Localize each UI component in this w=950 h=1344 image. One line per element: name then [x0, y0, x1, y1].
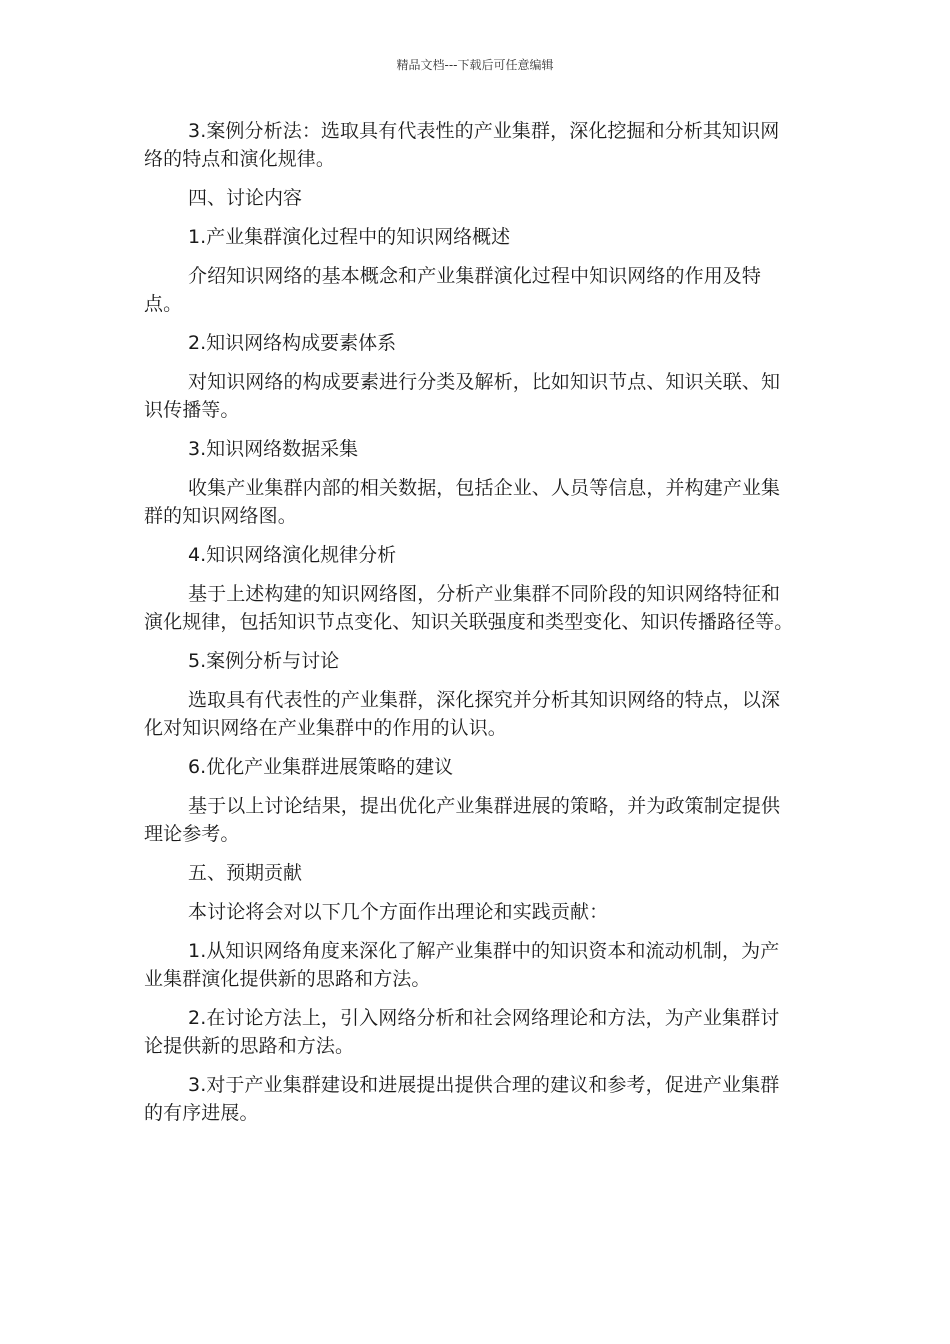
paragraph-2: 对知识网络的构成要素进行分类及解析，比如知识节点、知识关联、知识传播等。 — [144, 371, 781, 421]
section-heading-contribution: 五、预期贡献 — [188, 862, 303, 884]
document-body — [144, 117, 796, 1138]
subheading-5: 5.案例分析与讨论 — [188, 650, 340, 672]
subheading-6: 6.优化产业集群进展策略的建议 — [188, 756, 454, 778]
paragraph-contribution-3: 3.对于产业集群建设和进展提出提供合理的建议和参考，促进产业集群的有序进展。 — [144, 1074, 780, 1124]
page-header: 精品文档---下载后可任意编辑 — [396, 58, 554, 72]
paragraph-contribution-1: 1.从知识网络角度来深化了解产业集群中的知识资本和流动机制，为产业集群演化提供新的思路和方法。 — [144, 940, 780, 990]
subheading-1: 1.产业集群演化过程中的知识网络概述 — [188, 226, 511, 248]
subheading-2: 2.知识网络构成要素体系 — [188, 332, 397, 354]
paragraph-contribution-intro: 本讨论将会对以下几个方面作出理论和实践贡献： — [188, 901, 609, 923]
subheading-4: 4.知识网络演化规律分析 — [188, 544, 397, 566]
section-heading-discussion: 四、讨论内容 — [188, 187, 303, 209]
paragraph-3: 收集产业集群内部的相关数据，包括企业、人员等信息，并构建产业集群的知识网络图。 — [144, 477, 781, 527]
paragraph-6: 基于以上讨论结果，提出优化产业集群进展的策略，并为政策制定提供理论参考。 — [144, 795, 781, 845]
paragraph-contribution-2: 2.在讨论方法上，引入网络分析和社会网络理论和方法，为产业集群讨论提供新的思路和方法。 — [144, 1007, 780, 1057]
paragraph-1: 介绍知识网络的基本概念和产业集群演化过程中知识网络的作用及特点。 — [144, 265, 762, 315]
paragraph-method-3: 3.案例分析法：选取具有代表性的产业集群，深化挖掘和分析其知识网络的特点和演化规律。 — [144, 120, 780, 170]
paragraph-5: 选取具有代表性的产业集群，深化探究并分析其知识网络的特点，以深化对知识网络在产业集群中的作用的认识。 — [144, 689, 781, 739]
subheading-3: 3.知识网络数据采集 — [188, 438, 359, 460]
paragraph-4: 基于上述构建的知识网络图，分析产业集群不同阶段的知识网络特征和演化规律，包括知识节点变化、知识关联强度和类型变化、知识传播路径等。 — [144, 583, 794, 633]
